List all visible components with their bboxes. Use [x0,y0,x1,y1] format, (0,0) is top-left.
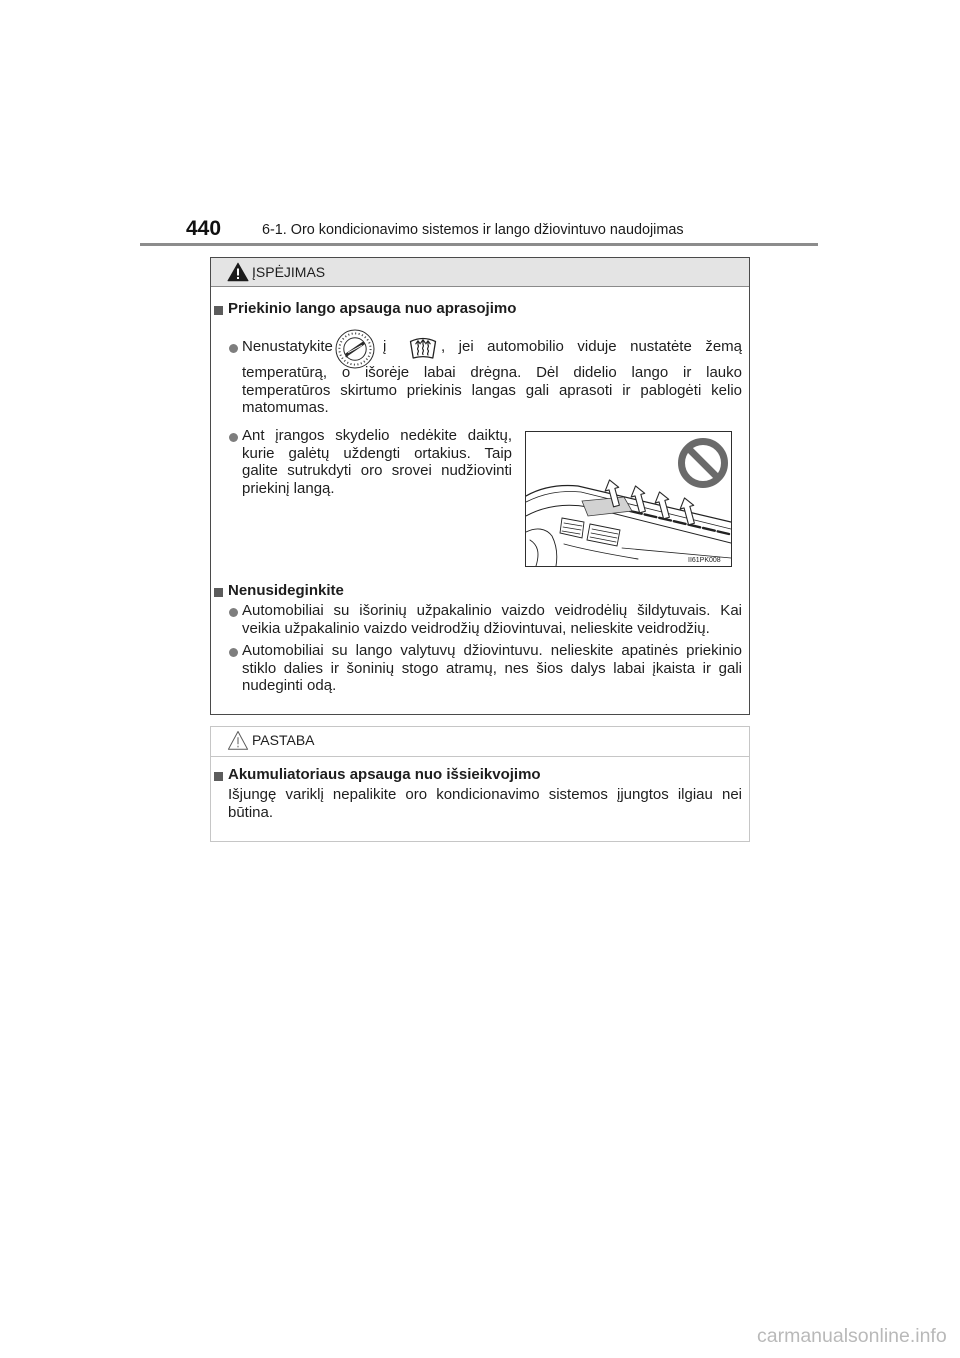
bullet-marker [229,648,238,657]
air-vent-right [587,524,620,546]
paragraph-line: stiklo dalies ir šoninių stogo atramų, nes šios dalys labai įkaista ir gali [242,659,742,677]
paragraph-line: Automobiliai su išorinių užpakalinio vaizdo veidrodėlių šildytuvais. Kai [242,602,742,619]
paragraph-line: veikia užpakalinio vaizdo veidrodžių džiovintuvai, nelieskite veidrodžių. [242,619,710,637]
bullet-3-paragraph [242,602,742,637]
section-heading-burns: Nenusideginkite [228,582,344,599]
paragraph-line: priekinį langą. [242,479,335,497]
warning-triangle-icon [227,262,249,287]
windshield-defroster-icon [408,333,438,366]
page-number: 440 [186,217,222,240]
section-heading-battery: Akumuliatoriaus apsauga nuo išsieikvojimo [228,766,541,783]
paragraph-line: Automobiliai su lango valytuvų džiovintuvu. nelieskite apatinės priekinio [242,642,742,659]
paragraph-line: matomumas. [242,399,329,417]
section-marker [214,588,223,597]
prohibition-sign-icon [682,442,725,485]
dashboard-illustration [525,431,732,567]
paragraph-line: temperatūrą, o išorėje labai drėgna. Dėl didelio lango ir lauko [242,364,742,381]
bullet-marker [229,608,238,617]
watermark: carmanualsonline.info [757,1325,947,1347]
header-divider [140,243,818,246]
paragraph-line: Išjungę variklį nepalikite oro kondicionavimo sistemos įjungtos ilgiau nei [228,786,742,803]
note-paragraph [228,786,742,821]
object-on-dashboard [582,497,632,516]
paragraph-line: būtina. [228,803,274,821]
figure-code: II61PK008 [688,557,721,564]
air-vent-left [560,518,584,538]
section-heading-defog: Priekinio lango apsauga nuo aprasojimo [228,300,517,317]
airflow-arrow-icon [653,490,674,520]
note-header-divider [211,756,749,757]
bullet-marker [229,433,238,442]
bullet-4-paragraph [242,642,742,695]
bullet-1-paragraph [242,364,742,417]
paragraph-line: temperatūros skirtumo priekinis langas gali aprasoti ir pablogėti kelio [242,381,742,399]
paragraph-line: Ant įrangos skydelio nedėkite daiktų, [242,427,512,444]
caution-outline-triangle-icon [227,730,249,756]
airflow-arrow-icon [678,496,699,526]
bullet-marker [229,344,238,353]
section-marker [214,772,223,781]
bullet-1-connector: į [383,338,387,355]
bullet-2-paragraph [242,427,512,497]
bullet-1-tail: , jei automobilio viduje nustatėte žemą [441,338,742,355]
paragraph-line: galite sutrukdyti oro srovei nudžiovinti [242,462,512,480]
bullet-1-lead: Nenustatykite [242,338,333,355]
warning-title: ĮSPĖJIMAS [252,264,326,280]
paragraph-line: kurie galėtų uždengti ortakius. Taip [242,444,512,462]
note-title: PASTABA [252,732,315,748]
section-title: 6-1. Oro kondicionavimo sistemos ir lango džiovintuvo naudojimas [262,222,684,238]
section-marker [214,306,223,315]
paragraph-line: nudeginti odą. [242,677,337,695]
